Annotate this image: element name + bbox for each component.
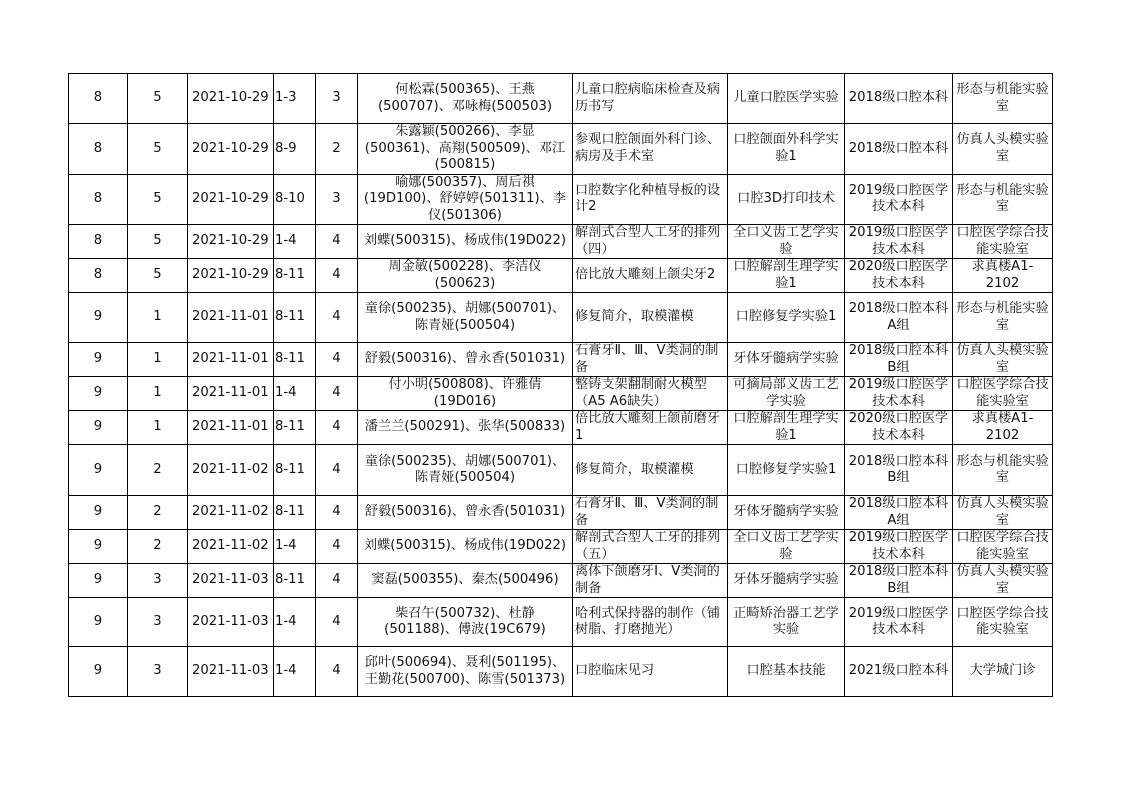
week-cell: 9 xyxy=(69,564,128,598)
hours-cell: 4 xyxy=(316,530,358,564)
weekday-cell: 2 xyxy=(128,496,188,530)
weekday-cell: 3 xyxy=(128,647,188,697)
date-cell: 2021-11-03 xyxy=(188,647,274,697)
week-cell: 9 xyxy=(69,598,128,647)
date-cell: 2021-10-29 xyxy=(188,124,274,175)
week-cell: 8 xyxy=(69,74,128,124)
hours-cell: 2 xyxy=(316,124,358,175)
hours-cell: 4 xyxy=(316,225,358,259)
teachers-cell: 童徐(500235)、胡娜(500701)、陈青娅(500504) xyxy=(358,293,573,343)
teachers-cell: 何松霖(500365)、王燕(500707)、邓咏梅(500503) xyxy=(358,74,573,124)
course-cell: 口腔颌面外科学实验1 xyxy=(728,124,845,175)
week-cell: 9 xyxy=(69,647,128,697)
room-cell: 口腔医学综合技能实验室 xyxy=(953,225,1053,259)
table-row xyxy=(69,411,1053,445)
weekday-cell: 5 xyxy=(128,174,188,225)
room-cell: 仿真人头模实验室 xyxy=(953,343,1053,377)
date-cell: 2021-10-29 xyxy=(188,74,274,124)
table-row xyxy=(69,530,1053,564)
topic-cell: 倍比放大雕刻上颌尖牙2 xyxy=(573,259,728,293)
teachers-cell: 付小明(500808)、许雅倩(19D016) xyxy=(358,377,573,411)
teachers-cell: 潘兰兰(500291)、张华(500833) xyxy=(358,411,573,445)
room-cell: 形态与机能实验室 xyxy=(953,74,1053,124)
period-cell: 8-11 xyxy=(274,343,316,377)
course-cell: 牙体牙髓病学实验 xyxy=(728,343,845,377)
table-row xyxy=(69,564,1053,598)
course-cell: 口腔修复学实验1 xyxy=(728,445,845,496)
hours-cell: 4 xyxy=(316,377,358,411)
period-cell: 8-10 xyxy=(274,174,316,225)
schedule-table xyxy=(68,73,1053,697)
course-cell: 口腔修复学实验1 xyxy=(728,293,845,343)
teachers-cell: 童徐(500235)、胡娜(500701)、陈青娅(500504) xyxy=(358,445,573,496)
period-cell: 1-4 xyxy=(274,647,316,697)
weekday-cell: 2 xyxy=(128,445,188,496)
course-cell: 口腔解剖生理学实验1 xyxy=(728,411,845,445)
date-cell: 2021-10-29 xyxy=(188,225,274,259)
class-cell: 2019级口腔医学技术本科 xyxy=(845,377,953,411)
topic-cell: 参观口腔颌面外科门诊、病房及手术室 xyxy=(573,124,728,175)
table-row xyxy=(69,445,1053,496)
room-cell: 口腔医学综合技能实验室 xyxy=(953,598,1053,647)
date-cell: 2021-11-01 xyxy=(188,293,274,343)
date-cell: 2021-11-03 xyxy=(188,564,274,598)
table-row xyxy=(69,343,1053,377)
weekday-cell: 1 xyxy=(128,411,188,445)
period-cell: 8-11 xyxy=(274,445,316,496)
table-row xyxy=(69,647,1053,697)
topic-cell: 石膏牙Ⅱ、Ⅲ、Ⅴ类洞的制备 xyxy=(573,496,728,530)
class-cell: 2019级口腔医学技术本科 xyxy=(845,174,953,225)
topic-cell: 儿童口腔病临床检查及病历书写 xyxy=(573,74,728,124)
room-cell: 求真楼A1-2102 xyxy=(953,259,1053,293)
topic-cell: 口腔数字化种植导板的设计2 xyxy=(573,174,728,225)
course-cell: 口腔3D打印技术 xyxy=(728,174,845,225)
course-cell: 全口义齿工艺学实验 xyxy=(728,530,845,564)
period-cell: 8-9 xyxy=(274,124,316,175)
week-cell: 8 xyxy=(69,225,128,259)
period-cell: 1-4 xyxy=(274,377,316,411)
course-cell: 口腔解剖生理学实验1 xyxy=(728,259,845,293)
topic-cell: 整铸支架翻制耐火模型（A5 A6缺失） xyxy=(573,377,728,411)
room-cell: 形态与机能实验室 xyxy=(953,174,1053,225)
hours-cell: 4 xyxy=(316,564,358,598)
hours-cell: 3 xyxy=(316,174,358,225)
topic-cell: 离体下颌磨牙Ⅰ、Ⅴ类洞的制备 xyxy=(573,564,728,598)
date-cell: 2021-11-02 xyxy=(188,496,274,530)
topic-cell: 口腔临床见习 xyxy=(573,647,728,697)
period-cell: 1-3 xyxy=(274,74,316,124)
topic-cell: 哈利式保持器的制作（铺树脂、打磨抛光） xyxy=(573,598,728,647)
date-cell: 2021-11-01 xyxy=(188,343,274,377)
room-cell: 大学城门诊 xyxy=(953,647,1053,697)
hours-cell: 4 xyxy=(316,496,358,530)
teachers-cell: 邱叶(500694)、聂利(501195)、王勤花(500700)、陈雪(501373) xyxy=(358,647,573,697)
class-cell: 2018级口腔本科 xyxy=(845,124,953,175)
hours-cell: 4 xyxy=(316,647,358,697)
period-cell: 8-11 xyxy=(274,496,316,530)
period-cell: 8-11 xyxy=(274,411,316,445)
topic-cell: 解剖式合型人工牙的排列（五） xyxy=(573,530,728,564)
class-cell: 2019级口腔医学技术本科 xyxy=(845,530,953,564)
class-cell: 2020级口腔医学技术本科 xyxy=(845,259,953,293)
room-cell: 仿真人头模实验室 xyxy=(953,564,1053,598)
class-cell: 2021级口腔本科 xyxy=(845,647,953,697)
course-cell: 口腔基本技能 xyxy=(728,647,845,697)
course-cell: 牙体牙髓病学实验 xyxy=(728,496,845,530)
topic-cell: 石膏牙Ⅱ、Ⅲ、Ⅴ类洞的制备 xyxy=(573,343,728,377)
teachers-cell: 舒毅(500316)、曾永香(501031) xyxy=(358,343,573,377)
week-cell: 9 xyxy=(69,530,128,564)
hours-cell: 4 xyxy=(316,598,358,647)
hours-cell: 4 xyxy=(316,293,358,343)
topic-cell: 倍比放大雕刻上颌前磨牙1 xyxy=(573,411,728,445)
weekday-cell: 1 xyxy=(128,343,188,377)
table-row xyxy=(69,74,1053,124)
course-cell: 可摘局部义齿工艺学实验 xyxy=(728,377,845,411)
room-cell: 求真楼A1-2102 xyxy=(953,411,1053,445)
weekday-cell: 3 xyxy=(128,564,188,598)
period-cell: 8-11 xyxy=(274,259,316,293)
date-cell: 2021-11-03 xyxy=(188,598,274,647)
teachers-cell: 喻娜(500357)、周后祺(19D100)、舒婷婷(501311)、李仪(501306) xyxy=(358,174,573,225)
period-cell: 1-4 xyxy=(274,598,316,647)
table-row xyxy=(69,225,1053,259)
table-row xyxy=(69,124,1053,175)
hours-cell: 3 xyxy=(316,74,358,124)
table-row xyxy=(69,598,1053,647)
class-cell: 2018级口腔本科B组 xyxy=(845,564,953,598)
room-cell: 形态与机能实验室 xyxy=(953,445,1053,496)
date-cell: 2021-11-02 xyxy=(188,530,274,564)
week-cell: 9 xyxy=(69,343,128,377)
table-row xyxy=(69,259,1053,293)
room-cell: 口腔医学综合技能实验室 xyxy=(953,530,1053,564)
hours-cell: 4 xyxy=(316,411,358,445)
teachers-cell: 刘蝶(500315)、杨成伟(19D022) xyxy=(358,530,573,564)
weekday-cell: 5 xyxy=(128,259,188,293)
weekday-cell: 1 xyxy=(128,293,188,343)
class-cell: 2020级口腔医学技术本科 xyxy=(845,411,953,445)
weekday-cell: 3 xyxy=(128,598,188,647)
hours-cell: 4 xyxy=(316,445,358,496)
weekday-cell: 5 xyxy=(128,124,188,175)
date-cell: 2021-11-01 xyxy=(188,377,274,411)
hours-cell: 4 xyxy=(316,259,358,293)
week-cell: 8 xyxy=(69,124,128,175)
room-cell: 口腔医学综合技能实验室 xyxy=(953,377,1053,411)
table-row xyxy=(69,174,1053,225)
class-cell: 2018级口腔本科A组 xyxy=(845,293,953,343)
teachers-cell: 朱露颖(500266)、李显(500361)、高翔(500509)、邓江(500815) xyxy=(358,124,573,175)
date-cell: 2021-10-29 xyxy=(188,259,274,293)
date-cell: 2021-11-01 xyxy=(188,411,274,445)
period-cell: 1-4 xyxy=(274,225,316,259)
topic-cell: 修复简介，取模灌模 xyxy=(573,293,728,343)
date-cell: 2021-10-29 xyxy=(188,174,274,225)
weekday-cell: 2 xyxy=(128,530,188,564)
weekday-cell: 5 xyxy=(128,225,188,259)
period-cell: 1-4 xyxy=(274,530,316,564)
course-cell: 儿童口腔医学实验 xyxy=(728,74,845,124)
period-cell: 8-11 xyxy=(274,564,316,598)
room-cell: 仿真人头模实验室 xyxy=(953,496,1053,530)
class-cell: 2018级口腔本科 xyxy=(845,74,953,124)
period-cell: 8-11 xyxy=(274,293,316,343)
class-cell: 2018级口腔本科B组 xyxy=(845,445,953,496)
teachers-cell: 周金敏(500228)、李洁仪(500623) xyxy=(358,259,573,293)
course-cell: 全口义齿工艺学实验 xyxy=(728,225,845,259)
course-cell: 牙体牙髓病学实验 xyxy=(728,564,845,598)
week-cell: 9 xyxy=(69,445,128,496)
teachers-cell: 舒毅(500316)、曾永香(501031) xyxy=(358,496,573,530)
course-cell: 正畸矫治器工艺学实验 xyxy=(728,598,845,647)
table-row xyxy=(69,293,1053,343)
weekday-cell: 5 xyxy=(128,74,188,124)
room-cell: 仿真人头模实验室 xyxy=(953,124,1053,175)
table-row xyxy=(69,496,1053,530)
week-cell: 9 xyxy=(69,411,128,445)
week-cell: 9 xyxy=(69,293,128,343)
class-cell: 2018级口腔本科A组 xyxy=(845,496,953,530)
class-cell: 2019级口腔医学技术本科 xyxy=(845,225,953,259)
teachers-cell: 刘蝶(500315)、杨成伟(19D022) xyxy=(358,225,573,259)
hours-cell: 4 xyxy=(316,343,358,377)
week-cell: 8 xyxy=(69,259,128,293)
teachers-cell: 窦磊(500355)、秦杰(500496) xyxy=(358,564,573,598)
teachers-cell: 柴召午(500732)、杜静(501188)、傅波(19C679) xyxy=(358,598,573,647)
week-cell: 8 xyxy=(69,174,128,225)
class-cell: 2018级口腔本科B组 xyxy=(845,343,953,377)
topic-cell: 修复简介，取模灌模 xyxy=(573,445,728,496)
room-cell: 形态与机能实验室 xyxy=(953,293,1053,343)
date-cell: 2021-11-02 xyxy=(188,445,274,496)
topic-cell: 解剖式合型人工牙的排列（四） xyxy=(573,225,728,259)
class-cell: 2019级口腔医学技术本科 xyxy=(845,598,953,647)
weekday-cell: 1 xyxy=(128,377,188,411)
week-cell: 9 xyxy=(69,377,128,411)
week-cell: 9 xyxy=(69,496,128,530)
table-row xyxy=(69,377,1053,411)
